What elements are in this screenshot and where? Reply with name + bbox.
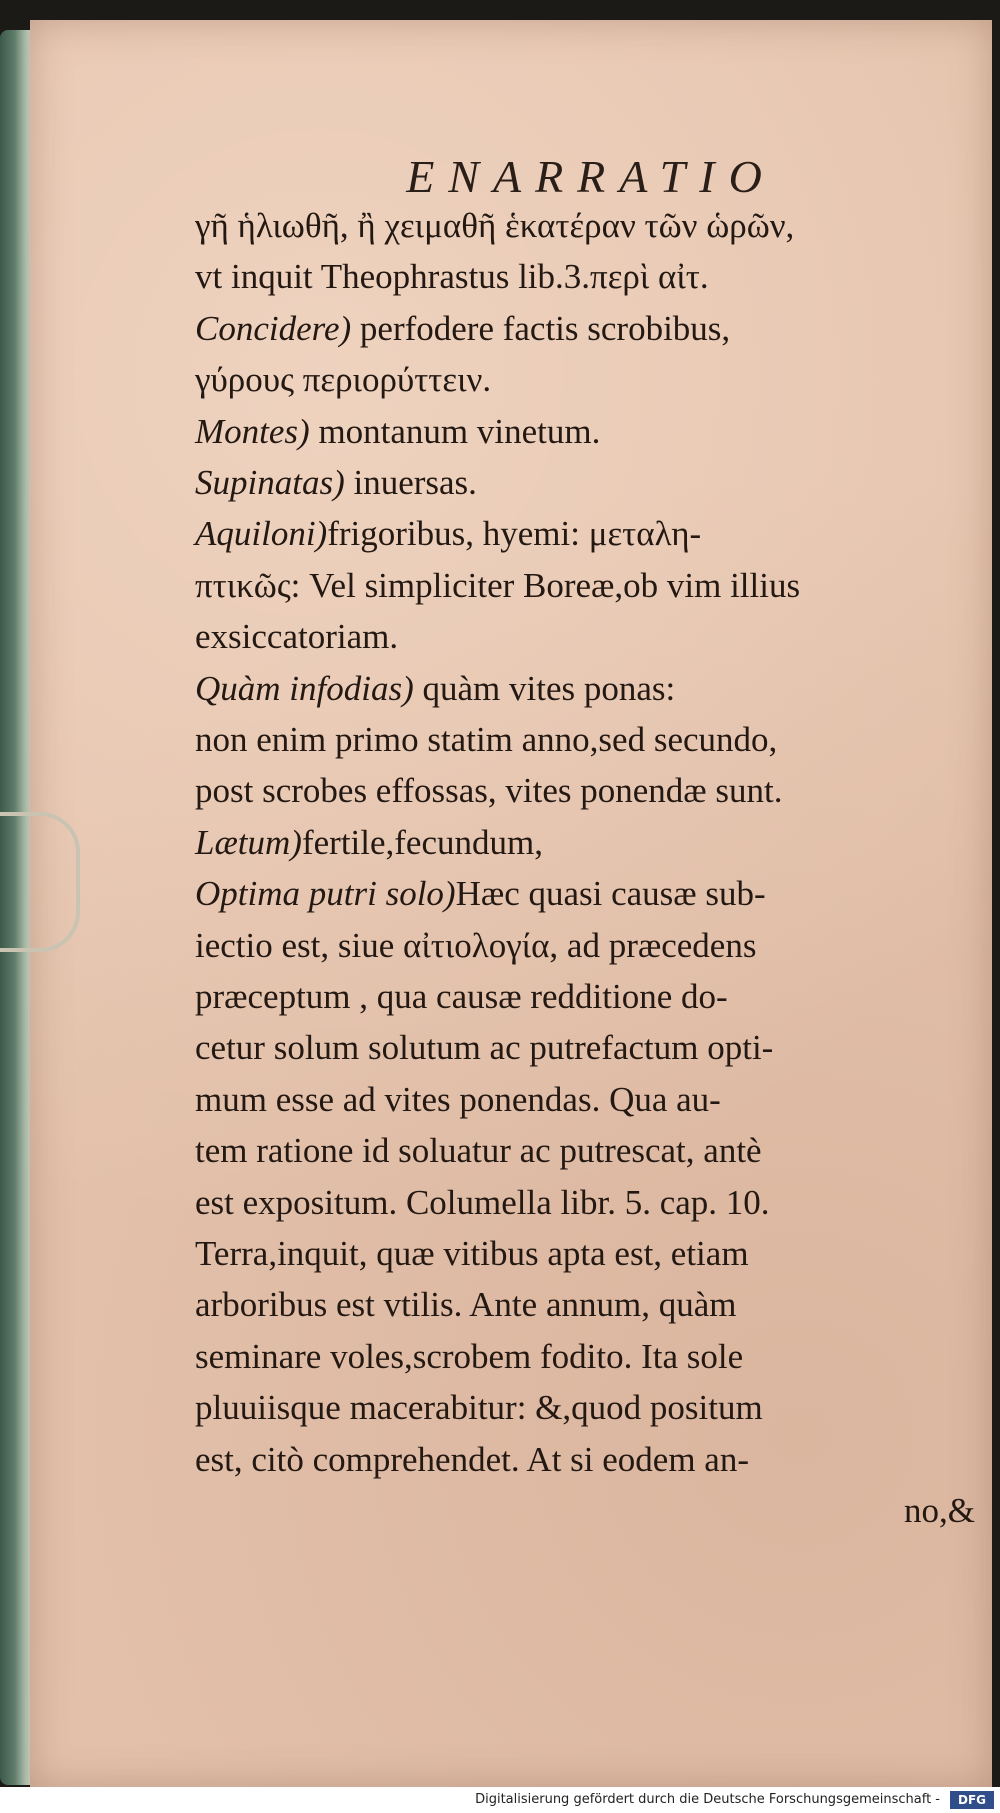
lemma-text: Concidere) xyxy=(195,308,352,348)
gloss-text: Hæc quasi causæ sub- xyxy=(455,874,766,914)
gloss-text: γύρους περιορύττειν. xyxy=(195,360,492,400)
gloss-text: montanum vinetum. xyxy=(309,411,601,451)
gloss-text: præceptum , qua causæ redditione do- xyxy=(195,977,728,1016)
text-line xyxy=(195,1277,975,1333)
text-line xyxy=(195,1380,975,1436)
text-line xyxy=(195,1432,975,1488)
digitization-credit xyxy=(0,1787,1000,1813)
gloss-text: cetur solum solutum ac putrefactum opti- xyxy=(195,1028,774,1068)
text-line xyxy=(195,506,975,562)
text-line xyxy=(195,352,975,408)
text-line xyxy=(195,815,975,871)
book-clasp xyxy=(0,812,80,952)
text-line xyxy=(195,609,975,665)
gloss-text: vt inquit Theophrastus lib.3.περὶ αἰτ. xyxy=(195,257,709,297)
text-line xyxy=(195,918,975,974)
gloss-text: tem ratione id soluatur ac putrescat, antè xyxy=(195,1131,762,1171)
lemma-text: Supinatas) xyxy=(195,463,345,502)
lemma-text: Montes) xyxy=(195,411,310,451)
text-line xyxy=(195,1020,975,1076)
text-line xyxy=(195,1329,975,1385)
text-line xyxy=(195,661,975,717)
lemma-text: Optima putri solo) xyxy=(195,874,456,914)
gloss-text: γῆ ἡλιωθῆ, ἢ χειμαθῆ ἑκατέραν τῶν ὡρῶν, xyxy=(195,206,795,245)
dfg-logo[interactable]: DFG xyxy=(950,1791,994,1809)
gloss-text: arboribus est vtilis. Ante annum, quàm xyxy=(195,1285,737,1325)
text-line xyxy=(195,1123,975,1179)
gloss-text: est, citò comprehendet. At si eodem an- xyxy=(195,1439,750,1479)
gloss-text: inuersas. xyxy=(344,463,477,502)
gloss-text: frigoribus, hyemi: μεταλη- xyxy=(327,514,702,554)
text-line xyxy=(195,1175,975,1231)
text-line xyxy=(195,249,975,305)
gloss-text: post scrobes effossas, vites ponendæ sunt. xyxy=(195,771,783,811)
text-line xyxy=(195,866,975,922)
text-line xyxy=(195,558,975,614)
text-line xyxy=(195,301,975,357)
gloss-text: pluuiisque macerabitur: &,quod positum xyxy=(195,1388,763,1428)
gloss-text: Terra,inquit, quæ vitibus apta est, etiam xyxy=(195,1234,749,1273)
gloss-text: non enim primo statim anno,sed secundo, xyxy=(195,720,778,759)
catchword: no,& xyxy=(904,1491,975,1530)
text-line xyxy=(195,1226,975,1282)
gloss-text: seminare voles,scrobem fodito. Ita sole xyxy=(195,1336,744,1376)
gloss-text: πτικῶς: Vel simpliciter Boreæ,ob vim illius xyxy=(195,565,801,605)
lemma-text: Aquiloni) xyxy=(195,514,328,554)
lemma-text: Lætum) xyxy=(195,822,302,862)
text-line xyxy=(195,455,975,511)
lemma-text: Quàm infodias) xyxy=(195,668,414,708)
gloss-text: mum esse ad vites ponendas. Qua au- xyxy=(195,1079,721,1119)
gloss-text: fertile,fecundum, xyxy=(301,822,543,862)
text-line xyxy=(195,712,975,768)
text-line xyxy=(195,1072,975,1128)
text-line xyxy=(195,404,975,460)
text-line xyxy=(195,969,975,1025)
credit-text: Digitalisierung gefördert durch die Deutsche Forschungsgemeinschaft - xyxy=(475,1792,940,1807)
page-header: ENARRATIO xyxy=(406,151,776,202)
gloss-text: exsiccatoriam. xyxy=(195,617,399,657)
gloss-text: iectio est, siue αἰτιολογία, ad præcedens xyxy=(195,925,757,965)
gloss-text: est expositum. Columella libr. 5. cap. 10. xyxy=(195,1182,770,1222)
gloss-text: perfodere factis scrobibus, xyxy=(351,308,731,348)
text-line xyxy=(195,763,975,819)
gloss-text: quàm vites ponas: xyxy=(413,668,676,708)
text-line xyxy=(195,198,975,254)
